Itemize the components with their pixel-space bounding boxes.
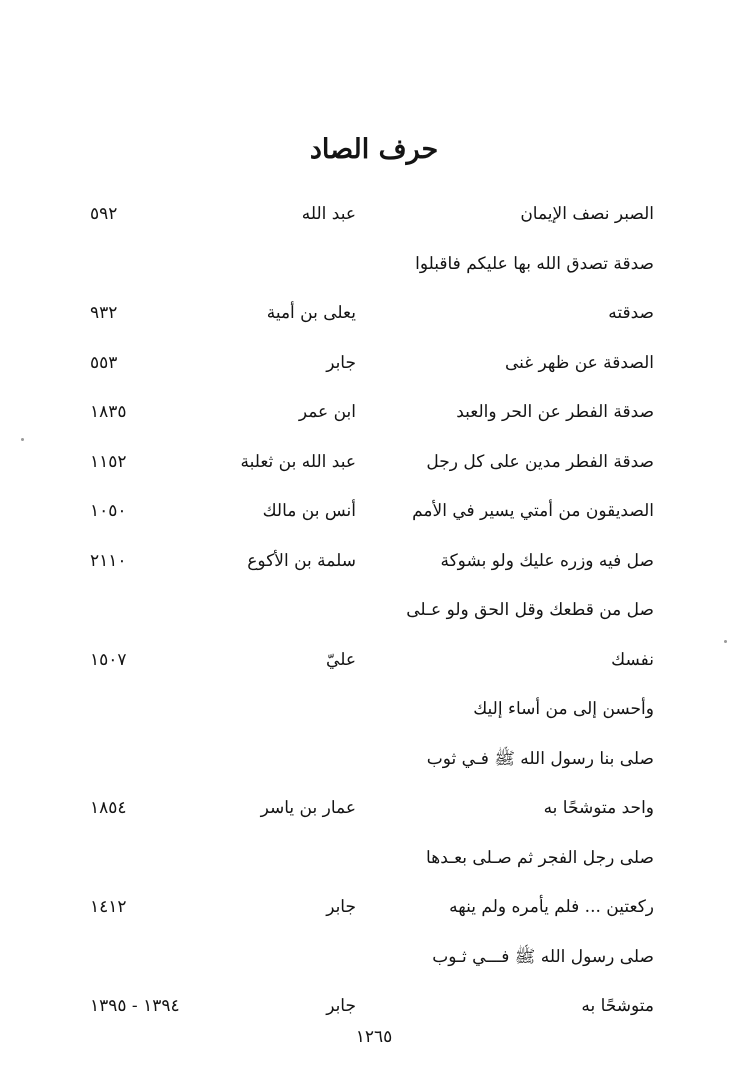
narrator-name: جابر <box>326 897 356 917</box>
hadith-text: صلى رجل الفجر ثم صـلى بعـدها <box>426 847 654 868</box>
page-number: ١٢٦٥ <box>355 1027 393 1047</box>
hadith-text: ركعتين ... فلم يأمره ولم ينهه <box>449 897 654 917</box>
hadith-number: ١٣٩٤ - ١٣٩٥ <box>90 996 180 1016</box>
section-title: حرف الصاد <box>309 134 439 165</box>
hadith-number: ١٨٣٥ <box>90 402 127 422</box>
narrator-name: عليّ <box>326 649 356 670</box>
hadith-number: ١١٥٢ <box>90 451 127 472</box>
page-edge-mark <box>21 438 24 441</box>
hadith-text: الصبر نصف الإيمان <box>520 204 654 224</box>
narrator-name: ابن عمر <box>298 402 356 422</box>
hadith-text: الصدقة عن ظهر غنى <box>504 352 654 373</box>
list-item <box>0 883 748 933</box>
narrator-name: أنس بن مالك <box>262 501 356 521</box>
hadith-text: صل من قطعك وقل الحق ولو عـلى <box>406 600 654 620</box>
hadith-text: متوشحًا به <box>581 996 654 1016</box>
list-item <box>0 438 748 488</box>
hadith-text: الصديقون من أمتي يسير في الأمم <box>412 501 654 521</box>
narrator-name: سلمة بن الأكوع <box>247 550 356 571</box>
list-item <box>0 339 748 389</box>
hadith-text: صدقته <box>608 303 654 323</box>
list-item <box>0 933 748 983</box>
hadith-text: صدقة تصدق الله بها عليكم فاقبلوا <box>415 253 654 274</box>
hadith-number: ٥٩٢ <box>90 204 118 224</box>
list-item <box>0 487 748 537</box>
hadith-number: ١٥٠٧ <box>90 649 127 670</box>
narrator-name: عبد الله <box>301 204 356 224</box>
hadith-text: واحد متوشحًا به <box>543 798 654 818</box>
hadith-text: صلى بنا رسول الله ﷺ فـي ثوب <box>426 748 654 769</box>
hadith-text: صدقة الفطر مدين على كل رجل <box>426 451 654 472</box>
list-item <box>0 784 748 834</box>
hadith-number: ٥٥٣ <box>90 352 118 373</box>
hadith-text: صلى رسول الله ﷺ فـــي ثـوب <box>432 946 654 967</box>
list-item <box>0 190 748 240</box>
hadith-number: ١٤١٢ <box>90 897 127 917</box>
hadith-text: صل فيه وزره عليك ولو بشوكة <box>440 550 654 571</box>
hadith-number: ٩٣٢ <box>90 303 118 323</box>
narrator-name: جابر <box>326 996 356 1016</box>
list-item <box>0 636 748 686</box>
list-item <box>0 388 748 438</box>
list-item <box>0 537 748 587</box>
list-item <box>0 685 748 735</box>
hadith-number: ٢١١٠ <box>90 550 127 571</box>
list-item <box>0 735 748 785</box>
hadith-number: ١٨٥٤ <box>90 798 127 818</box>
hadith-number: ١٠٥٠ <box>90 501 127 521</box>
narrator-name: جابر <box>326 352 356 373</box>
list-item <box>0 834 748 884</box>
hadith-index-list <box>0 190 748 1030</box>
hadith-text: وأحسن إلى من أساء إليك <box>473 699 654 719</box>
hadith-text: صدقة الفطر عن الحر والعبد <box>456 402 654 422</box>
hadith-text: نفسك <box>611 649 654 670</box>
narrator-name: يعلى بن أمية <box>266 303 356 323</box>
list-item <box>0 289 748 339</box>
list-item <box>0 586 748 636</box>
list-item <box>0 240 748 290</box>
narrator-name: عبد الله بن ثعلبة <box>240 451 356 472</box>
narrator-name: عمار بن ياسر <box>260 798 356 818</box>
page-edge-mark <box>724 640 727 643</box>
